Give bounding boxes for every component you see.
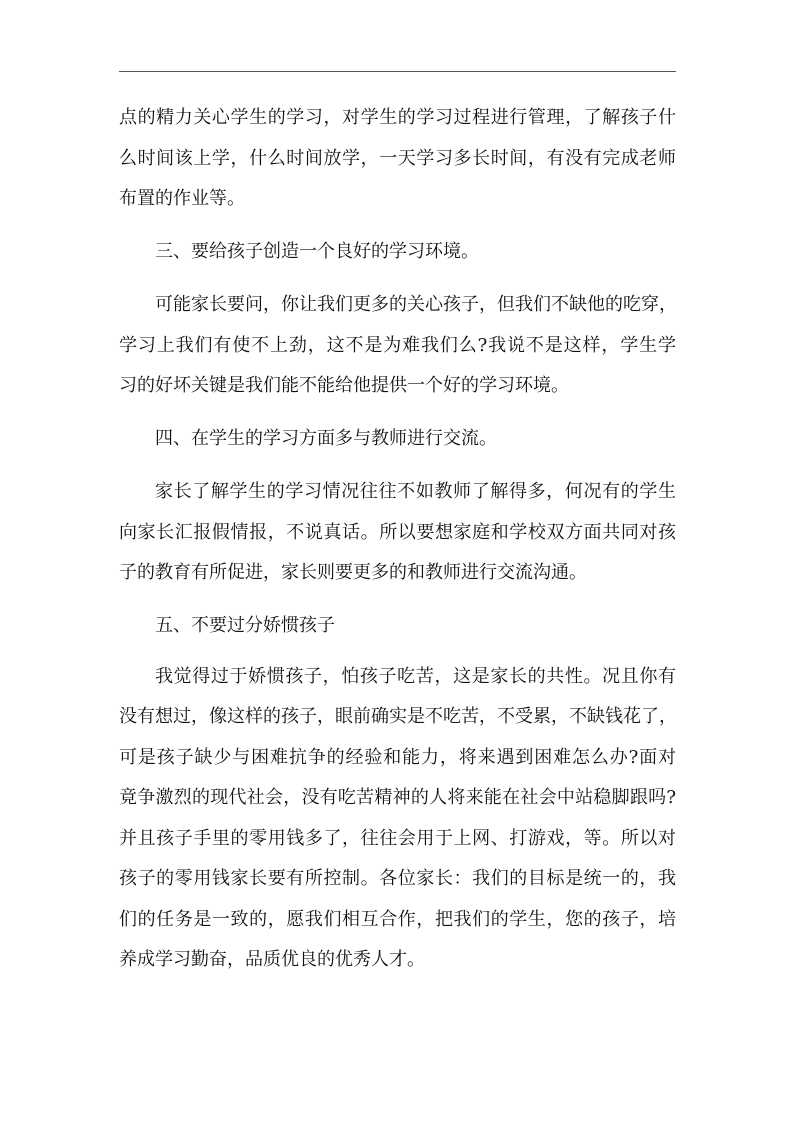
paragraph-4	[119, 472, 676, 594]
text-line: 学习上我们有使不上劲，这不是为难我们么?我说不是这样，学生学	[119, 334, 676, 356]
paragraph-continuation	[119, 98, 676, 220]
document-body	[119, 98, 676, 981]
paragraph-5	[119, 657, 676, 981]
paragraph-3	[119, 285, 676, 407]
text-line: 子的教育有所促进，家长则要更多的和教师进行交流沟通。	[119, 562, 587, 583]
text-line: 可是孩子缺少与困难抗争的经验和能力，将来遇到困难怎么办?面对	[119, 746, 676, 768]
text-line: 孩子的零用钱家长要有所控制。各位家长：我们的目标是统一的，我	[119, 868, 676, 889]
text-line: 家长了解学生的学习情况往往不如教师了解得多，何况有的学生	[155, 481, 676, 502]
text-line: 点的精力关心学生的学习，对学生的学习过程进行管理，了解孩子什	[119, 107, 676, 128]
text-line: 习的好坏关键是我们能不能给他提供一个好的学习环境。	[119, 375, 569, 396]
section-heading-4: 四、在学生的学习方面多与教师进行交流。	[155, 428, 497, 449]
text-line: 我觉得过于娇惯孩子，怕孩子吃苦，这是家长的共性。况且你有	[155, 665, 676, 687]
text-line: 么时间该上学，什么时间放学，一天学习多长时间，有没有完成老师	[119, 147, 676, 169]
text-line: 并且孩子手里的零用钱多了，往往会用于上网、打游戏，等。所以对	[119, 827, 676, 849]
text-line: 向家长汇报假情报，不说真话。所以要想家庭和学校双方面共同对孩	[119, 521, 676, 543]
text-line: 养成学习勤奋，品质优良的优秀人才。	[119, 949, 425, 970]
text-line: 们的任务是一致的，愿我们相互合作，把我们的学生，您的孩子，培	[119, 908, 676, 930]
text-line: 没有想过，像这样的孩子，眼前确实是不吃苦，不受累，不缺钱花了，	[119, 706, 677, 727]
header-rule	[119, 71, 676, 72]
section-heading-3: 三、要给孩子创造一个良好的学习环境。	[155, 241, 479, 262]
text-line: 可能家长要问，你让我们更多的关心孩子，但我们不缺他的吃穿，	[155, 294, 677, 315]
section-heading-5: 五、不要过分娇惯孩子	[155, 615, 335, 636]
text-line: 布置的作业等。	[119, 188, 245, 209]
text-line: 竟争激烈的现代社会，没有吃苦精神的人将来能在社会中站稳脚跟吗?	[119, 787, 676, 808]
